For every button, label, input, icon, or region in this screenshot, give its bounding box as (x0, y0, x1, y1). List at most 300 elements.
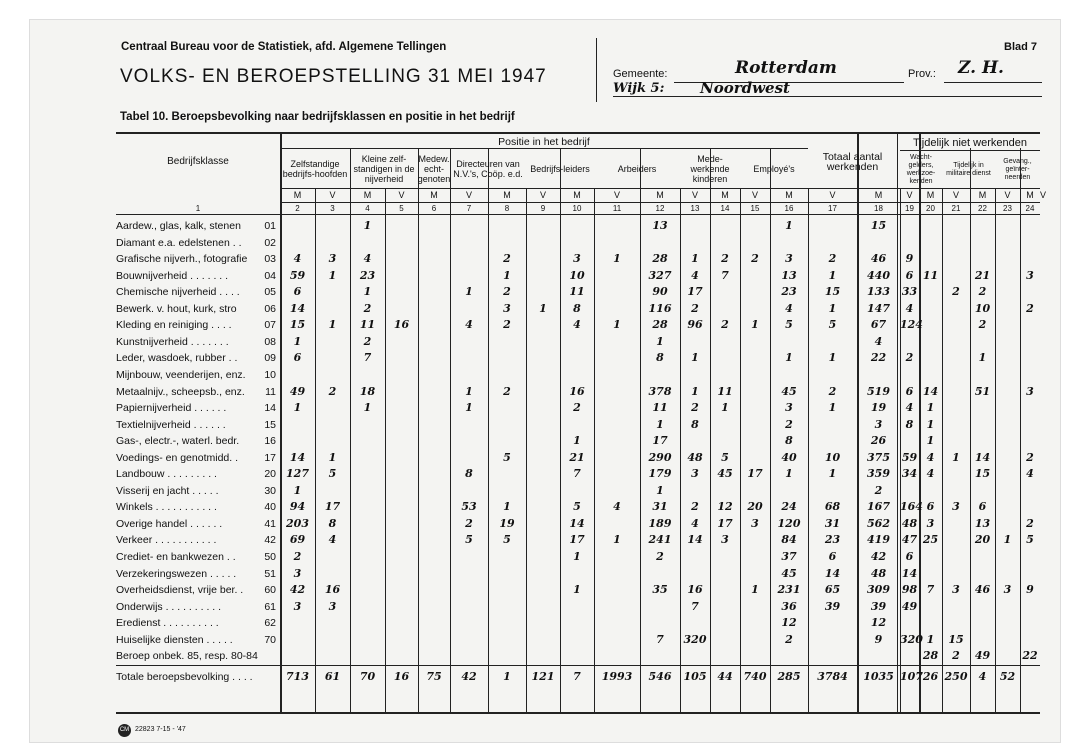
table-cell: 375 (867, 450, 890, 464)
table-cell: 1 (293, 401, 302, 415)
table-cell: 2 (293, 550, 302, 563)
colnum-rule (280, 202, 1040, 203)
table-cell: 2 (952, 649, 960, 663)
table-cell: 20 (747, 500, 763, 514)
table-cell: 1 (785, 467, 793, 481)
column-rule (488, 148, 489, 712)
row-code: 15 (264, 418, 276, 431)
v-label: V (829, 190, 836, 200)
header-divider (596, 38, 597, 102)
table-cell: 37 (781, 550, 797, 563)
table-cell: 11 (569, 285, 585, 299)
table-cell: 4 (905, 301, 914, 315)
table-cell: 5 (721, 450, 729, 464)
table-cell: 17 (652, 434, 668, 448)
totals-cell: 61 (324, 669, 341, 683)
row-label: Leder, wasdoek, rubber . . (116, 352, 238, 365)
table-cell: 2 (1026, 516, 1034, 530)
table-cell: 68 (824, 500, 841, 514)
table-cell: 179 (648, 467, 672, 481)
table-cell: 1 (573, 583, 581, 597)
table-cell: 3 (952, 500, 960, 514)
v-label: V (1004, 190, 1011, 200)
table-cell: 3 (328, 599, 337, 613)
row-code: 03 (264, 253, 276, 266)
table-cell: 1 (328, 450, 337, 464)
totals-cell: 4 (978, 669, 987, 683)
v-label: V (751, 190, 758, 200)
header-bottom-rule (116, 214, 1040, 215)
column-rule (385, 188, 386, 712)
table-cell: 440 (867, 268, 890, 282)
m-label: M (978, 190, 987, 200)
row-label: Verzekeringswezen . . . . . (116, 567, 237, 580)
table-cell: 1 (573, 434, 581, 448)
table-cell: 3 (751, 516, 759, 530)
table-cell: 2 (503, 285, 511, 299)
totals-cell: 740 (743, 669, 767, 683)
table-cell: 4 (691, 516, 699, 530)
table-cell: 3 (293, 599, 302, 613)
column-rule (995, 188, 996, 712)
position-group-header: Kleine zelf-standigen in de nijverheid (353, 154, 415, 184)
totals-label: Totale beroepsbevolking . . . . (116, 670, 253, 683)
row-label: Verkeer . . . . . . . . . . . (116, 534, 217, 547)
table-cell: 3 (1026, 268, 1034, 282)
column-number: 14 (720, 204, 730, 213)
table-cell: 59 (289, 268, 306, 282)
v-label: V (691, 190, 698, 200)
column-number: 20 (926, 204, 935, 213)
table-cell: 9 (1026, 583, 1034, 597)
table-cell: 39 (824, 599, 841, 613)
totals-cell: 16 (393, 669, 410, 683)
table-cell: 4 (874, 334, 883, 348)
positie-rule (280, 148, 808, 149)
column-number: 9 (540, 204, 546, 213)
table-cell: 5 (328, 467, 337, 481)
table-top-rule (116, 132, 1040, 134)
table-cell: 4 (926, 467, 935, 481)
table-cell: 1 (656, 483, 664, 497)
table-cell: 2 (573, 401, 581, 415)
table-cell: 2 (751, 252, 759, 266)
table-cell: 6 (905, 384, 914, 398)
table-cell: 65 (824, 583, 841, 597)
row-label: Grafische nijverh., fotografie (116, 253, 248, 266)
table-cell: 8 (573, 301, 581, 315)
table-cell: 1 (828, 301, 837, 315)
table-cell: 2 (785, 632, 793, 646)
totals-cell: 105 (683, 669, 707, 683)
tijdelijk-subheader: Wacht-gelders, werkzoe-kenden (906, 154, 936, 185)
column-number: 19 (905, 204, 914, 213)
table-cell: 7 (363, 351, 372, 365)
m-label: M (363, 190, 372, 200)
column-number: 17 (828, 204, 837, 213)
totals-cell: 1 (503, 669, 511, 683)
table-cell: 1 (785, 351, 793, 365)
row-label: Overige handel . . . . . . (116, 517, 223, 530)
table-cell: 12 (870, 616, 887, 630)
column-number: 4 (365, 204, 370, 213)
table-cell: 1 (613, 318, 621, 332)
table-cell: 23 (824, 533, 841, 547)
table-cell: 2 (503, 318, 511, 332)
table-cell: 2 (1026, 450, 1034, 464)
position-group-header: Mede-werkende kinderen (690, 154, 730, 184)
m-label: M (503, 190, 511, 200)
totals-cell: 107 (900, 669, 923, 683)
totals-cell: 713 (286, 669, 309, 683)
table-cell: 1 (751, 583, 759, 597)
table-cell: 17 (324, 500, 341, 514)
totals-cell: 3784 (817, 669, 848, 683)
positie-header: Positie in het bedrijf (498, 136, 590, 148)
table-cell: 13 (781, 268, 797, 282)
row-code: 16 (264, 435, 276, 448)
row-label: Textielnijverheid . . . . . . (116, 418, 226, 431)
table-cell: 189 (648, 516, 672, 530)
column-rule (418, 148, 419, 712)
table-cell: 1 (691, 252, 699, 266)
row-label: Crediet- en bankwezen . . (116, 551, 236, 563)
column-rule (710, 148, 711, 712)
totals-cell: 250 (944, 669, 968, 683)
m-label: M (785, 190, 793, 200)
table-cell: 1 (465, 401, 473, 415)
table-cell: 18 (359, 384, 376, 398)
column-number: 16 (784, 204, 794, 213)
table-cell: 21 (974, 268, 991, 282)
table-cell: 120 (777, 516, 801, 530)
table-cell: 26 (870, 434, 887, 448)
table-cell: 2 (465, 516, 473, 530)
table-cell: 1 (785, 219, 793, 232)
totals-cell: 1035 (863, 669, 894, 683)
row-code: 20 (264, 468, 276, 481)
table-cell: 8 (656, 351, 664, 365)
table-cell: 1 (465, 384, 473, 398)
table-cell: 203 (286, 516, 309, 530)
table-cell: 378 (648, 384, 672, 398)
prov-value: Z. H. (958, 58, 1004, 78)
position-group-header: Arbeiders (617, 164, 657, 174)
table-cell: 15 (974, 467, 991, 481)
wijk-label: Wijk 5: (613, 81, 665, 96)
column-rule (594, 188, 595, 712)
m-label: M (874, 190, 883, 200)
row-label: Chemische nijverheid . . . . (116, 286, 240, 299)
m-label: M (573, 190, 581, 200)
table-cell: 7 (691, 599, 699, 613)
table-cell: 4 (465, 318, 473, 332)
sheet-number: Blad 7 (1004, 41, 1038, 53)
v-label: V (465, 190, 472, 200)
row-label: Mijnbouw, veenderijen, enz. (116, 368, 246, 381)
tijdelijk-subheader: Tijdelijk in militaire dienst (946, 162, 991, 177)
table-cell: 1 (828, 401, 837, 415)
table-cell: 13 (974, 516, 991, 530)
table-cell: 14 (901, 566, 918, 580)
table-cell: 3 (1026, 384, 1034, 398)
table-cell: 59 (901, 450, 918, 464)
gemeente-value: Rotterdam (735, 58, 837, 78)
row-label: Huiselijke diensten . . . . . (116, 633, 233, 646)
table-cell: 98 (901, 583, 918, 597)
table-cell: 4 (363, 252, 372, 266)
row-code: 30 (264, 484, 276, 497)
table-cell: 1 (926, 434, 935, 448)
v-label: V (906, 190, 913, 200)
table-cell: 22 (1022, 649, 1038, 663)
row-code: 01 (264, 220, 276, 232)
column-number: 22 (978, 204, 987, 213)
table-cell: 1 (691, 384, 699, 398)
table-cell: 45 (781, 384, 797, 398)
table-cell: 90 (652, 285, 668, 299)
table-cell: 4 (926, 450, 935, 464)
column-number: 10 (572, 204, 582, 213)
m-label: M (721, 190, 729, 200)
totals-cell: 26 (922, 669, 939, 683)
column-number: 3 (330, 204, 335, 213)
table-cell: 320 (683, 632, 707, 646)
table-cell: 48 (870, 566, 887, 580)
column-rule (740, 188, 741, 712)
table-cell: 15 (289, 318, 306, 332)
table-cell: 127 (286, 467, 309, 481)
row-label: Landbouw . . . . . . . . . (116, 468, 217, 481)
row-label: Kleding en reiniging . . . . (116, 319, 232, 332)
table-cell: 10 (824, 450, 841, 464)
table-cell: 1 (656, 334, 664, 348)
table-cell: 17 (747, 467, 763, 481)
table-cell: 2 (978, 318, 987, 332)
table-cell: 1 (721, 401, 729, 415)
row-code: 14 (264, 402, 276, 415)
table-cell: 1 (1003, 533, 1012, 547)
table-cell: 16 (687, 583, 703, 597)
table-cell: 28 (922, 649, 939, 663)
table-cell: 1 (828, 268, 837, 282)
table-cell: 16 (324, 583, 341, 597)
table-cell: 5 (465, 533, 473, 547)
table-cell: 7 (721, 268, 729, 282)
table-cell: 2 (503, 252, 511, 266)
table-cell: 1 (503, 500, 511, 514)
printer-stamp-icon: CM (118, 724, 131, 737)
table-cell: 14 (289, 450, 306, 464)
totals-cell: 285 (777, 669, 801, 683)
table-cell: 1 (613, 252, 621, 266)
column-number: 2 (295, 204, 300, 213)
rows-bottom-rule (116, 665, 1040, 666)
table-cell: 49 (289, 384, 306, 398)
table-cell: 4 (905, 401, 914, 415)
table-cell: 21 (569, 450, 585, 464)
table-cell: 164 (900, 500, 923, 514)
column-number: 5 (399, 204, 404, 213)
column-rule (560, 148, 561, 712)
row-label: Kunstnijverheid . . . . . . . (116, 335, 229, 348)
table-cell: 2 (721, 318, 729, 332)
page-title: VOLKS- EN BEROEPSTELLING 31 MEI 1947 (120, 66, 547, 87)
table-cell: 1 (328, 268, 337, 282)
table-cell: 1 (539, 301, 547, 315)
table-cell: 8 (905, 417, 914, 431)
totals-cell: 42 (461, 669, 477, 683)
totals-cell: 7 (573, 669, 581, 683)
tijdelijk-subheader: Gevang., geïnter-neerden (1003, 158, 1032, 181)
column-number: 24 (1025, 204, 1035, 213)
table-cell: 1 (328, 318, 337, 332)
table-cell: 14 (922, 384, 939, 398)
table-cell: 5 (785, 318, 793, 332)
row-label: Metaalnijv., scheepsb., enz. (116, 385, 245, 398)
table-cell: 1 (828, 351, 837, 365)
table-cell: 3 (785, 252, 793, 266)
table-cell: 7 (926, 583, 935, 597)
table-cell: 2 (1026, 301, 1034, 315)
table-cell: 3 (952, 583, 960, 597)
v-label: V (398, 190, 405, 200)
column-rule (450, 148, 451, 712)
table-cell: 35 (652, 583, 668, 597)
table-cell: 39 (870, 599, 887, 613)
table-cell: 4 (785, 301, 793, 315)
table-cell: 28 (652, 318, 668, 332)
table-cell: 1 (363, 401, 372, 415)
row-code: 02 (264, 236, 276, 249)
table-cell: 2 (691, 401, 699, 415)
table-cell: 8 (465, 467, 473, 481)
totals-cell: 44 (717, 669, 733, 683)
column-number: 21 (951, 204, 961, 213)
table-cell: 49 (901, 599, 918, 613)
m-label: M (1026, 190, 1034, 200)
table-cell: 562 (867, 516, 890, 530)
m-label: M (656, 190, 664, 200)
row-label: Voedings- en genotmidd. . (116, 451, 239, 464)
v-label: V (539, 190, 546, 200)
v-label: V (613, 190, 620, 200)
totals-cell: 121 (531, 669, 555, 683)
table-cell: 15 (948, 632, 964, 646)
row-label: Eredienst . . . . . . . . . . (116, 617, 219, 630)
table-cell: 17 (717, 516, 733, 530)
prov-label: Prov.: (908, 68, 936, 80)
row-label: Gas-, electr.-, waterl. bedr. (116, 435, 240, 448)
position-group-header: Zelfstandige bedrijfs-hoofden (282, 159, 348, 179)
table-cell: 14 (289, 301, 306, 315)
table-cell: 4 (293, 252, 302, 266)
column-number: 12 (655, 204, 665, 213)
table-cell: 309 (867, 583, 890, 597)
table-cell: 11 (922, 268, 939, 282)
table-title: Tabel 10. Beroepsbevolking naar bedrijfsklassen en positie in het bedrijf (120, 111, 515, 123)
table-cell: 5 (828, 318, 837, 332)
row-code: 40 (264, 501, 276, 514)
table-cell: 2 (828, 384, 837, 398)
table-cell: 1 (691, 351, 699, 365)
column-number: 13 (690, 204, 700, 213)
table-cell: 16 (569, 384, 585, 398)
totals-cell: 75 (426, 669, 442, 683)
table-cell: 1 (573, 550, 581, 563)
table-cell: 10 (569, 268, 585, 282)
m-label: M (293, 190, 302, 200)
table-cell: 8 (328, 516, 337, 530)
table-cell: 3 (721, 533, 729, 547)
table-cell: 4 (328, 533, 337, 547)
table-cell: 5 (573, 500, 581, 514)
table-cell: 231 (777, 583, 801, 597)
table-cell: 2 (905, 351, 914, 365)
row-code: 17 (264, 451, 276, 464)
table-cell: 9 (905, 252, 914, 266)
wijk-underline (613, 96, 1042, 97)
table-cell: 2 (503, 384, 511, 398)
table-cell: 48 (901, 516, 918, 530)
column-number: 23 (1003, 204, 1012, 213)
table-cell: 2 (828, 252, 837, 266)
row-label: Onderwijs . . . . . . . . . . (116, 600, 222, 613)
table-cell: 94 (289, 500, 306, 514)
table-cell: 9 (874, 632, 883, 646)
column-number: 7 (466, 204, 472, 213)
table-cell: 1 (503, 268, 511, 282)
m-label: M (926, 190, 935, 200)
table-cell: 3 (293, 566, 302, 580)
table-cell: 1 (978, 351, 987, 365)
table-cell: 3 (785, 401, 793, 415)
table-cell: 167 (867, 500, 890, 514)
table-cell: 42 (870, 550, 887, 563)
table-cell: 2 (328, 384, 337, 398)
table-cell: 7 (656, 632, 664, 646)
table-cell: 42 (289, 583, 306, 597)
table-cell: 11 (652, 401, 668, 415)
table-cell: 2 (691, 301, 699, 315)
table-cell: 2 (691, 500, 699, 514)
table-cell: 320 (900, 632, 923, 646)
table-cell: 5 (1026, 533, 1034, 547)
table-cell: 419 (867, 533, 890, 547)
table-cell: 147 (867, 301, 890, 315)
row-label: Visserij en jacht . . . . . (116, 484, 219, 497)
table-cell: 2 (952, 285, 960, 299)
table-cell: 23 (781, 285, 797, 299)
table-cell: 7 (573, 467, 581, 481)
table-cell: 3 (874, 417, 883, 431)
table-cell: 2 (874, 483, 883, 497)
column-number: 15 (750, 204, 760, 213)
table-cell: 34 (901, 467, 918, 481)
position-group-header: Employé's (753, 164, 795, 174)
table-cell: 1 (926, 401, 935, 415)
table-cell: 2 (656, 550, 664, 563)
row-code: 60 (264, 584, 276, 597)
table-cell: 24 (781, 500, 797, 514)
org-line: Centraal Bureau voor de Statistiek, afd. Algemene Tellingen (121, 41, 447, 53)
totals-cell: 70 (359, 669, 376, 683)
table-cell: 53 (461, 500, 477, 514)
v-label: V (329, 190, 336, 200)
table-cell: 14 (687, 533, 703, 547)
table-cell: 1 (363, 219, 372, 232)
table-cell: 3 (573, 252, 581, 266)
